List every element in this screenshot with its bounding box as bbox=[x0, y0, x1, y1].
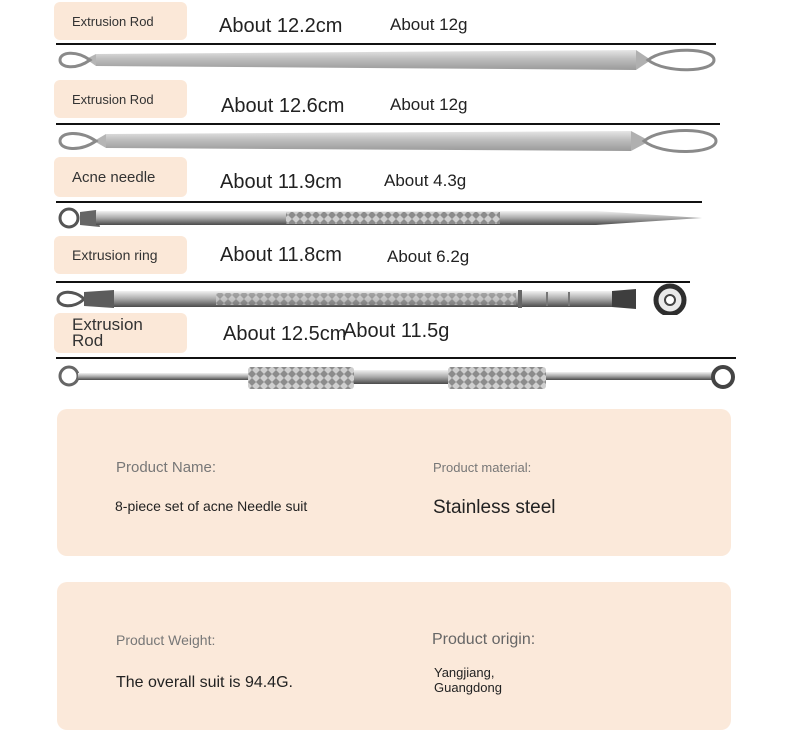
extrusion-rod-knurled-image bbox=[56, 362, 740, 394]
tool-weight: About 12g bbox=[390, 15, 468, 34]
product-material-label: Product material: bbox=[433, 460, 532, 475]
extrusion-rod-image bbox=[56, 124, 720, 158]
product-origin-value-line2: Guangdong bbox=[434, 680, 502, 695]
tool-name: Acne needle bbox=[72, 168, 156, 186]
extrusion-rod-image bbox=[56, 44, 720, 76]
tool-length: About 11.8cm bbox=[220, 244, 342, 266]
product-weight-value: The overall suit is 94.4G. bbox=[116, 674, 293, 691]
tool-name-tag bbox=[54, 236, 187, 274]
tool-name-tag bbox=[54, 313, 187, 353]
tool-weight: About 11.5g bbox=[343, 320, 450, 342]
product-origin-label: Product origin: bbox=[432, 631, 536, 648]
product-origin-value-line1: Yangjiang, bbox=[434, 665, 495, 680]
tool-length: About 12.2cm bbox=[219, 15, 343, 37]
acne-needle-image bbox=[56, 203, 704, 233]
tool-name: Extrusion Rod bbox=[72, 315, 143, 350]
divider-line bbox=[56, 357, 736, 359]
tool-name-tag bbox=[54, 2, 187, 40]
product-weight-label: Product Weight: bbox=[116, 632, 216, 648]
tool-weight: About 6.2g bbox=[387, 247, 470, 266]
tool-length: About 12.6cm bbox=[221, 95, 345, 117]
product-name-label: Product Name: bbox=[116, 459, 217, 476]
tool-weight: About 12g bbox=[390, 95, 468, 114]
tool-length: About 12.5cm bbox=[223, 323, 347, 345]
tool-length: About 11.9cm bbox=[220, 171, 342, 193]
tool-name: Extrusion Rod bbox=[72, 13, 154, 29]
product-info-panel bbox=[57, 409, 731, 556]
tool-name: Extrusion ring bbox=[72, 247, 158, 263]
product-name-value: 8-piece set of acne Needle suit bbox=[115, 498, 308, 514]
tool-weight: About 4.3g bbox=[384, 171, 467, 190]
tool-name: Extrusion Rod bbox=[72, 91, 154, 107]
tool-name-tag bbox=[54, 157, 187, 197]
product-material-value: Stainless steel bbox=[433, 497, 556, 518]
product-info-panel bbox=[57, 582, 731, 730]
tool-name-tag bbox=[54, 80, 187, 118]
extrusion-ring-image bbox=[56, 283, 696, 315]
